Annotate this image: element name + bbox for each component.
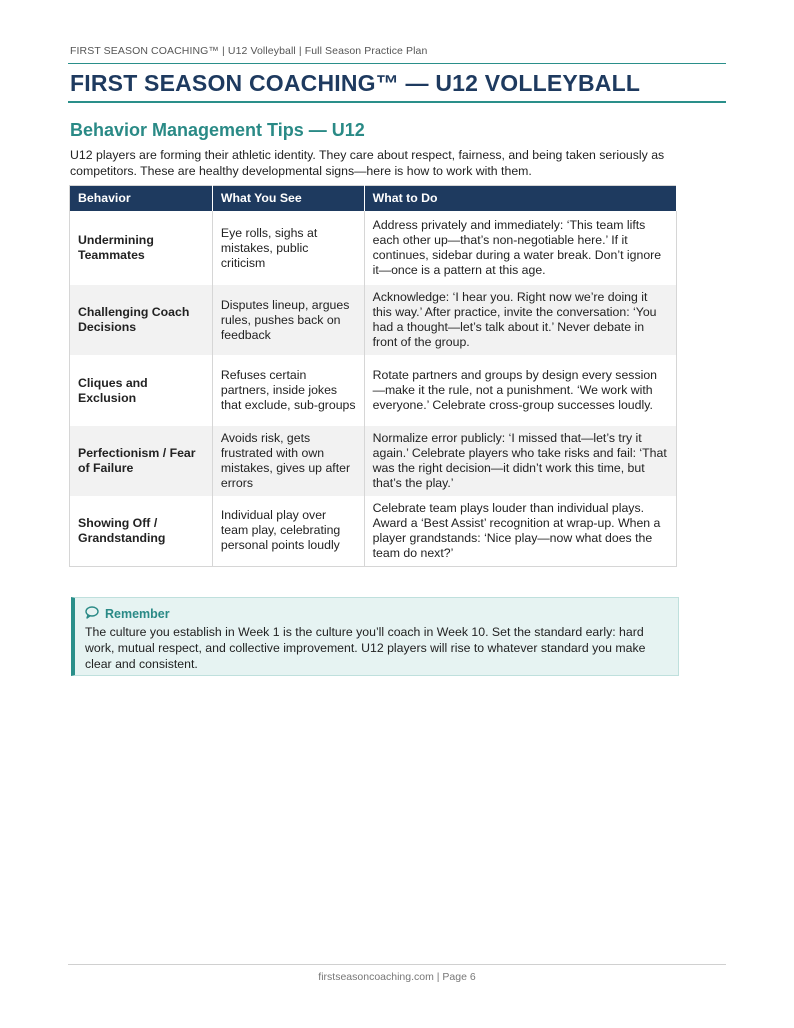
table-row [70,496,677,566]
table-row [70,285,677,355]
title-rule [68,101,726,103]
what-you-see-cell: Disputes lineup, argues rules, pushes back on feedback [212,285,364,355]
page-footer: firstseasoncoaching.com | Page 6 [318,971,476,983]
table-header-row [70,186,677,212]
what-you-see-cell: Eye rolls, sighs at mistakes, public criticism [212,211,364,285]
behavior-cell: Challenging Coach Decisions [70,285,213,355]
what-you-see-cell: Avoids risk, gets frustrated with own mistakes, gives up after errors [212,426,364,496]
remember-callout [71,597,679,676]
behavior-cell: Showing Off / Grandstanding [70,496,213,566]
what-to-do-cell: Normalize error publicly: ‘I missed that—let’s try it again.’ Celebrate players who take risks and fail: ‘That was the right decision—it didn’t work this time, but that’s the play.’ [364,426,676,496]
intro-paragraph: U12 players are forming their athletic identity. They care about respect, fairness, and being taken seriously as competitors. These are healthy developmental signs—here is how to work with them. [70,148,665,178]
header-rule [68,63,726,64]
table-row [70,426,677,496]
what-to-do-cell: Rotate partners and groups by design every session—make it the rule, not a punishment. ‘We work with everyone.’ Celebrate cross-group successes loudly. [364,355,676,426]
callout-header [85,606,668,622]
footer-rule [68,964,726,965]
what-to-do-cell: Acknowledge: ‘I hear you. Right now we’re doing it this way.’ After practice, invite the conversation: ‘You had a thought—let’s talk about it.’ Never debate in front of the group. [364,285,676,355]
document-title: FIRST SEASON COACHING™ — U12 VOLLEYBALL [70,70,641,96]
callout-title: Remember [105,607,170,621]
behavior-cell: Undermining Teammates [70,211,213,285]
what-you-see-cell: Individual play over team play, celebrating personal points loudly [212,496,364,566]
callout-body: The culture you establish in Week 1 is the culture you’ll coach in Week 10. Set the standard early: hard work, mutual respect, and collective improvement. U12 players will rise to whatever standard you make clear and consistent. [85,625,646,671]
table-row [70,355,677,426]
what-to-do-cell: Address privately and immediately: ‘This team lifts each other up—that’s non-negotiable here.’ If it continues, sidebar during a water break. Don’t ignore it—once is a pattern at this age. [364,211,676,285]
behavior-cell: Perfectionism / Fear of Failure [70,426,213,496]
section-title: Behavior Management Tips — U12 [70,120,365,140]
column-header-what-to-do: What to Do [364,186,676,212]
behavior-cell: Cliques and Exclusion [70,355,213,426]
running-head: FIRST SEASON COACHING™ | U12 Volleyball | Full Season Practice Plan [70,45,428,57]
behavior-table [69,185,677,567]
column-header-behavior: Behavior [70,186,213,212]
what-to-do-cell: Celebrate team plays louder than individual plays. Award a ‘Best Assist’ recognition at wrap-up. When a player grandstands: ‘Nice play—now what does the team do next?’ [364,496,676,566]
column-header-what-you-see: What You See [212,186,364,212]
table-row [70,211,677,285]
what-you-see-cell: Refuses certain partners, inside jokes that exclude, sub-groups [212,355,364,426]
speech-bubble-icon [85,606,105,622]
